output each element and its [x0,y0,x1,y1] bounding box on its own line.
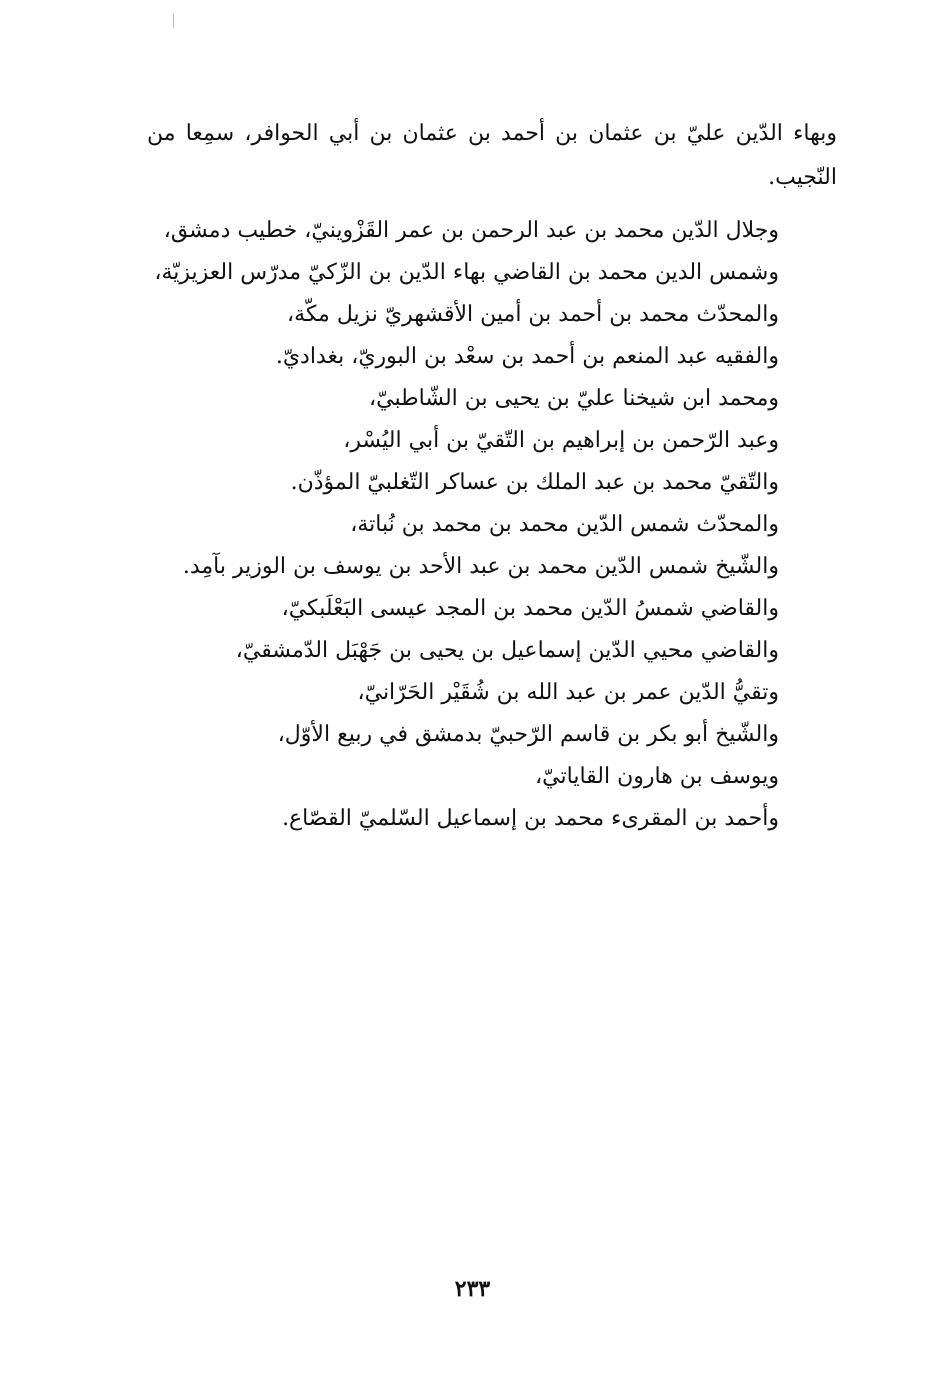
list-line: والشّيخ أبو بكر بن قاسم الرّحبيّ بدمشق في ربيع الأوّل، [277,722,779,747]
list-line: وعبد الرّحمن بن إبراهيم بن التّقيّ بن أبي اليُسْر، [343,428,779,453]
list-line: والقاضي محيي الدّين إسماعيل بن يحيى بن جَهْبَل الدّمشقيّ، [235,638,779,663]
list-line: والشّيخ شمس الدّين محمد بن عبد الأحد بن يوسف بن الوزير بآمِد. [182,554,779,579]
list-line: والتّقيّ محمد بن عبد الملك بن عساكر التّغلبيّ المؤذّن. [290,470,779,495]
list-line: والمحدّث محمد بن أحمد بن أمين الأقشهريّ نزيل مكّة، [287,302,779,327]
page-number: ٢٣٣ [454,1276,491,1302]
list-line: وشمس الدين محمد بن القاضي بهاء الدّين بن الزّكيّ مدرّس العزيزيّة، [154,260,779,285]
names-list [79,210,779,840]
list-line: والقاضي شمسُ الدّين محمد بن المجد عيسى البَعْلَبكيّ، [281,596,779,621]
list-line: وتقيُّ الدّين عمر بن عبد الله بن شُقَيْر الحَرّانيّ، [357,680,779,705]
margin-mark [173,14,174,28]
list-line: والفقيه عبد المنعم بن أحمد بن سعْد بن البوريّ، بغداديّ. [275,344,779,369]
intro-paragraph: وبهاء الدّين عليّ بن عثمان بن أحمد بن عثمان بن أبي الحوافر، سمِعا من النّجيب. [147,121,837,190]
list-line: ويوسف بن هارون القاياتيّ، [535,764,779,789]
list-line: وجلال الدّين محمد بن عبد الرحمن بن عمر القَزْوينيّ، خطيب دمشق، [163,218,779,243]
list-line: ومحمد ابن شيخنا عليّ بن يحيى بن الشّاطبيّ، [369,386,779,411]
list-line: وأحمد بن المقرىء محمد بن إسماعيل السّلميّ القصّاع. [282,806,779,831]
list-line: والمحدّث شمس الدّين محمد بن محمد بن نُباتة، [350,512,779,537]
